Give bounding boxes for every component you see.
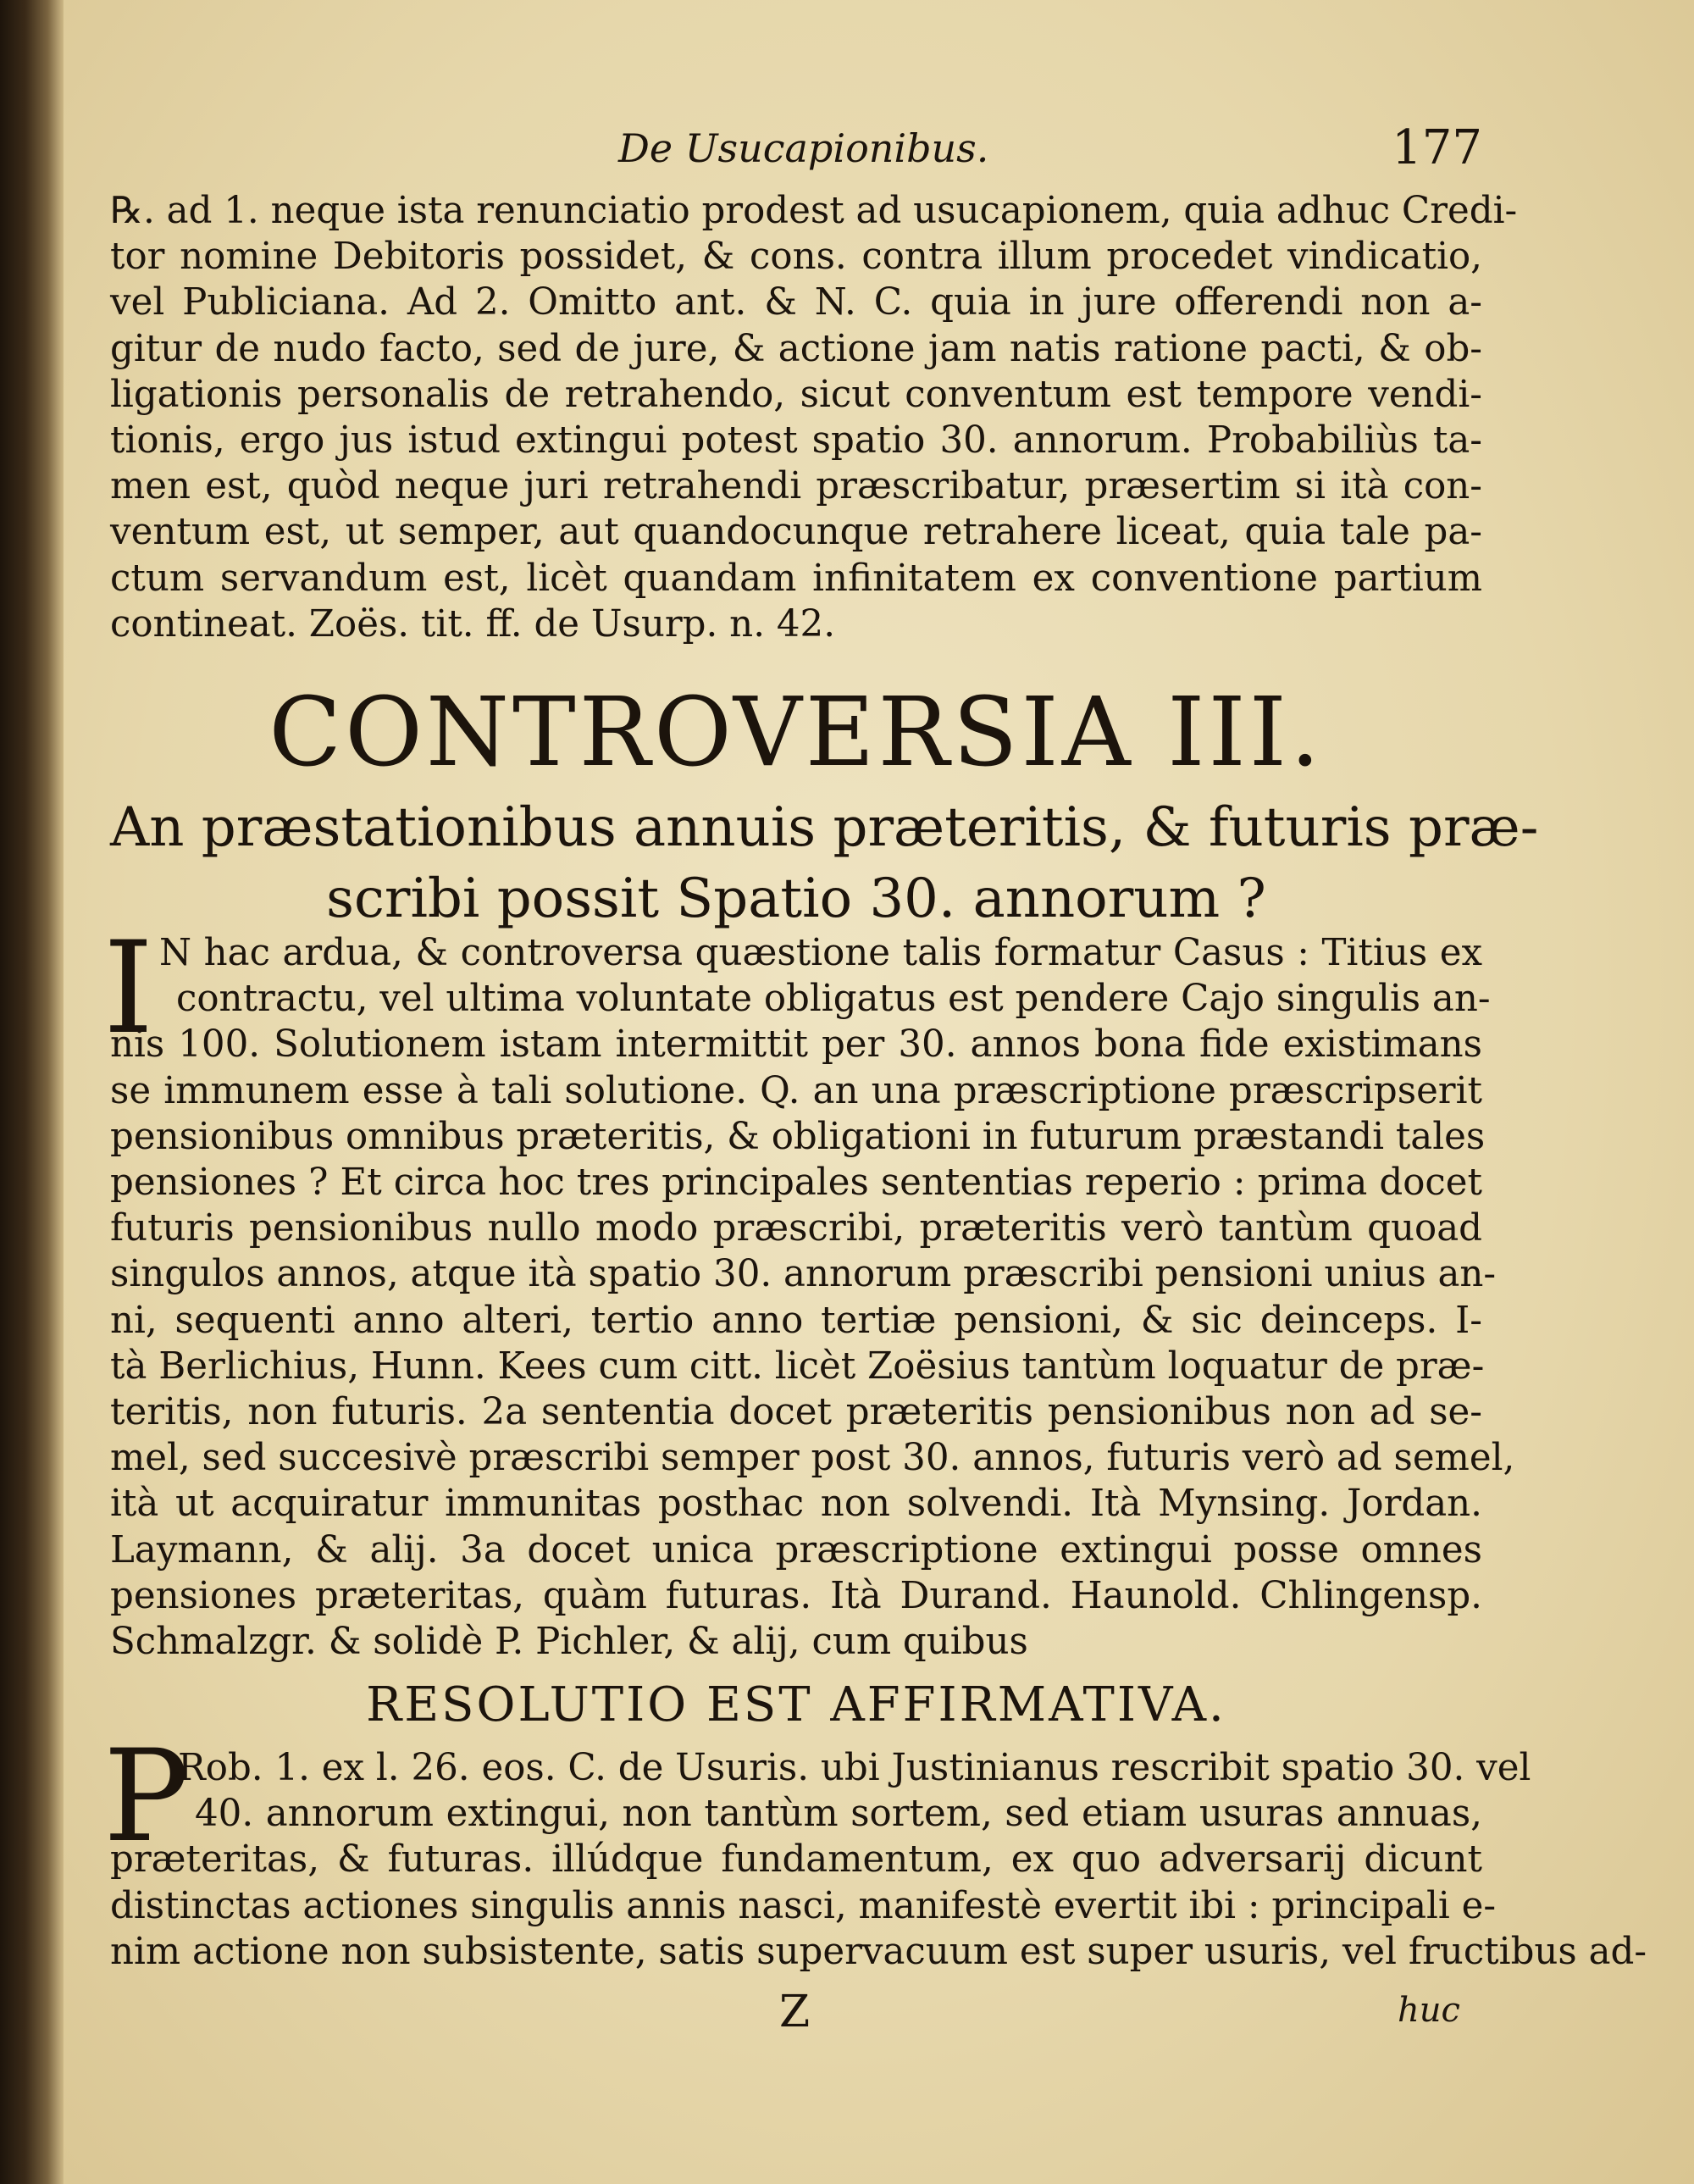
question-line: scribi possit Spatio 30. annorum ? (326, 868, 1266, 930)
controversia-question (110, 792, 1539, 934)
text-line: pensiones præteritas, quàm futuras. Ità Durand. Haunold. Chlingensp. (110, 1574, 1482, 1617)
text-line: Schmalzgr. & solidè P. Pichler, & alij, cum quibus (110, 1621, 1028, 1664)
text-line: ni, sequenti anno alteri, tertio anno tertiæ pensioni, & sic deinceps. I- (110, 1299, 1482, 1342)
text-line: Laymann, & alij. 3a docet unica præscriptione extingui posse omnes (110, 1528, 1482, 1571)
signature-mark: Z (779, 1987, 811, 2037)
text-line: pensiones ? Et circa hoc tres principales sententias reperio : prima docet (110, 1161, 1482, 1205)
text-line: se immunem esse à tali solutione. Q. an una præscriptione præscripserit (110, 1069, 1482, 1112)
text-line: contractu, vel ultima voluntate obligatus est pendere Cajo singulis an- (176, 978, 1491, 1021)
text-line: tor nomine Debitoris possidet, & cons. contra illum procedet vindicatio, (110, 236, 1482, 279)
text-line: futuris pensionibus nullo modo præscribi, præteritis verò tantùm quoad (110, 1207, 1482, 1250)
catchword: huc (1398, 1991, 1460, 2030)
text-line: Rob. 1. ex l. 26. eos. C. de Usuris. ubi Justinianus rescribit spatio 30. vel (178, 1747, 1531, 1789)
text-line: ità ut acquiratur immunitas posthac non solvendi. Ità Mynsing. Jordan. (110, 1483, 1482, 1526)
text-line: contineat. Zoës. tit. ff. de Usurp. n. 42. (110, 602, 836, 646)
text-line: teritis, non futuris. 2a sententia docet præteritis pensionibus non ad se- (110, 1391, 1482, 1434)
text-line: 40. annorum extingui, non tantùm sortem, sed etiam usuras annuas, (195, 1793, 1482, 1836)
section-3-text (110, 1745, 1647, 1975)
section-1-text (110, 188, 1518, 647)
running-title: De Usucapionibus. (618, 125, 989, 171)
dropcap-p: P (103, 1723, 189, 1871)
text-line: tionis, ergo jus istud extingui potest spatio 30. annorum. Probabiliùs ta- (110, 419, 1482, 463)
text-line: præteritas, & futuras. illúdque fundamentum, ex quo adversarij dicunt (110, 1838, 1482, 1882)
text-line: mel, sed succesivè præscribi semper post 30. annos, futuris verò ad semel, (110, 1437, 1515, 1480)
text-line: N hac ardua, & controversa quæstione talis formatur Casus : Titius ex (159, 932, 1482, 974)
text-line: tà Berlichius, Hunn. Kees cum citt. licèt Zoësius tantùm loquatur de præ- (110, 1344, 1485, 1388)
page-number: 177 (1392, 120, 1482, 175)
text-line: distinctas actiones singulis annis nasci, manifestè evertit ibi : principali e- (110, 1884, 1497, 1927)
text-line: gitur de nudo facto, sed de jure, & actione jam natis ratione pacti, & ob- (110, 327, 1482, 370)
page-header (110, 119, 1482, 186)
resolutio-heading: RESOLUTIO EST AFFIRMATIVA. (366, 1677, 1226, 1732)
section-2-text (110, 930, 1515, 1665)
controversia-title: CONTROVERSIA III. (268, 678, 1324, 788)
text-line: men est, quòd neque juri retrahendi præscribatur, præsertim si ità con- (110, 465, 1482, 508)
text-line: ventum est, ut semper, aut quandocunque retrahere liceat, quia tale pa- (110, 511, 1482, 554)
text-line: ctum servandum est, licèt quandam infinitatem ex conventione partium (110, 557, 1482, 600)
question-line: An præstationibus annuis præteritis, & futuris præ- (110, 796, 1539, 859)
text-line: ligationis personalis de retrahendo, sicut conventum est tempore vendi- (110, 373, 1482, 416)
text-line: singulos annos, atque ità spatio 30. annorum præscribi pensioni unius an- (110, 1253, 1497, 1296)
dropcap-i: I (103, 915, 154, 1062)
book-binding-shadow (0, 0, 64, 2184)
text-line: pensionibus omnibus præteritis, & obligationi in futurum præstandi tales (110, 1115, 1486, 1158)
text-line: nim actione non subsistente, satis supervacuum est super usuris, vel fructibus ad- (110, 1930, 1647, 1973)
text-line: nis 100. Solutionem istam intermittit per 30. annos bona fide existimans (110, 1023, 1482, 1067)
text-line: vel Publiciana. Ad 2. Omitto ant. & N. C. quia in jure offerendi non a- (110, 281, 1482, 324)
text-line: ℞. ad 1. neque ista renunciatio prodest ad usucapionem, quia adhuc Credi- (110, 190, 1518, 232)
